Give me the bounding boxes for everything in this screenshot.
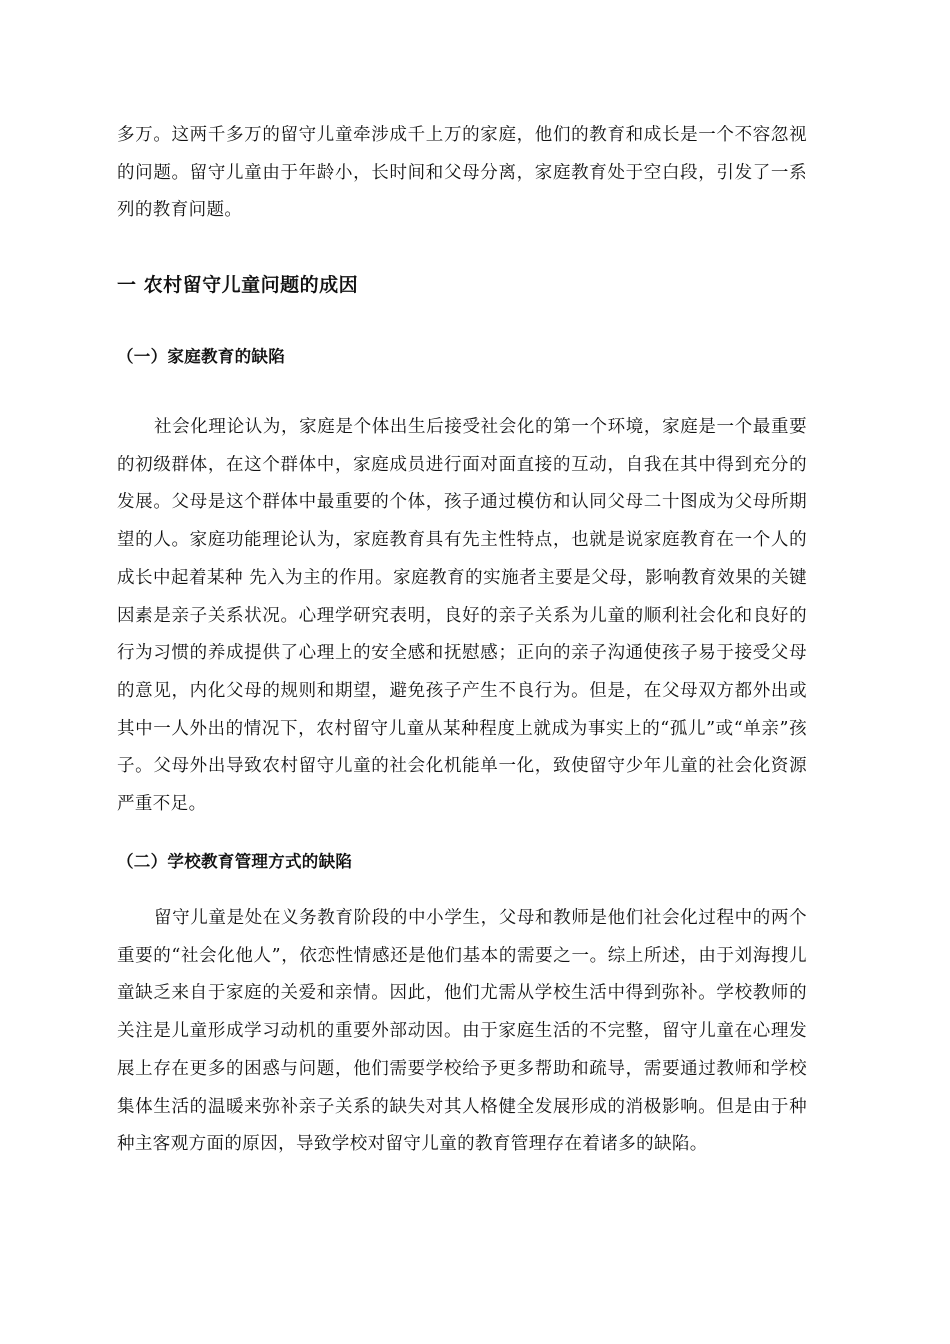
school-management-paragraph: 留守儿童是处在义务教育阶段的中小学生，父母和教师是他们社会化过程中的两个重要的“社会化他人”，依恋性情感还是他们基本的需要之一。综上所述，由于刘海搜儿童缺乏来自于家庭的关爱和亲情。因此，他们尤需从学校生活中得到弥补。学校教师的关注是儿童形成学习动机的重要外部动因。由于家庭生活的不完整，留守儿童在心理发展上存在更多的困惑与问题，他们需要学校给予更多帮助和疏导，需要通过教师和学校集体生活的温暖来弥补亲子关系的缺失对其人格健全发展形成的消极影响。但是由于种种主客观方面的原因，导致学校对留守儿童的教育管理存在着诸多的缺陷。 bbox=[117, 908, 807, 1155]
family-education-paragraph: 社会化理论认为，家庭是个体出生后接受社会化的第一个环境，家庭是一个最重要的初级群体，在这个群体中，家庭成员进行面对面直接的互动，自我在其中得到充分的发展。父母是这个群体中最重要的个体，孩子通过模仿和认同父母二十图成为父母所期望的人。家庭功能理论认为，家庭教育具有先主性特点，也就是说家庭教育在一个人的成长中起着某种 先入为主的作用。家庭教育的实施者主要是父母，影响教育效果的关键因素是亲子关系状况。心理学研究表明，良好的亲子关系为儿童的顺利社会化和良好的行为习惯的养成提供了心理上的安全感和抚慰感；正向的亲子沟通使孩子易于接受父母的意见，内化父母的规则和期望，避免孩子产生不良行为。但是，在父母双方都外出或其中一人外出的情况下，农村留守儿童从某种程度上就成为事实上的“孤儿”或“单亲”孩子。父母外出导致农村留守儿童的社会化机能单一化，致使留守少年儿童的社会化资源严重不足。 bbox=[117, 417, 807, 815]
section-heading-causes: 一 农村留守儿童问题的成因 bbox=[117, 274, 359, 296]
intro-paragraph: 多万。这两千多万的留守儿童牵涉成千上万的家庭，他们的教育和成长是一个不容忽视的问题。留守儿童由于年龄小，长时间和父母分离，家庭教育处于空白段，引发了一系列的教育问题。 bbox=[117, 125, 807, 221]
subsection-heading-school-management: （二）学校教育管理方式的缺陷 bbox=[117, 852, 353, 871]
subsection-heading-family-education: （一）家庭教育的缺陷 bbox=[117, 347, 285, 366]
